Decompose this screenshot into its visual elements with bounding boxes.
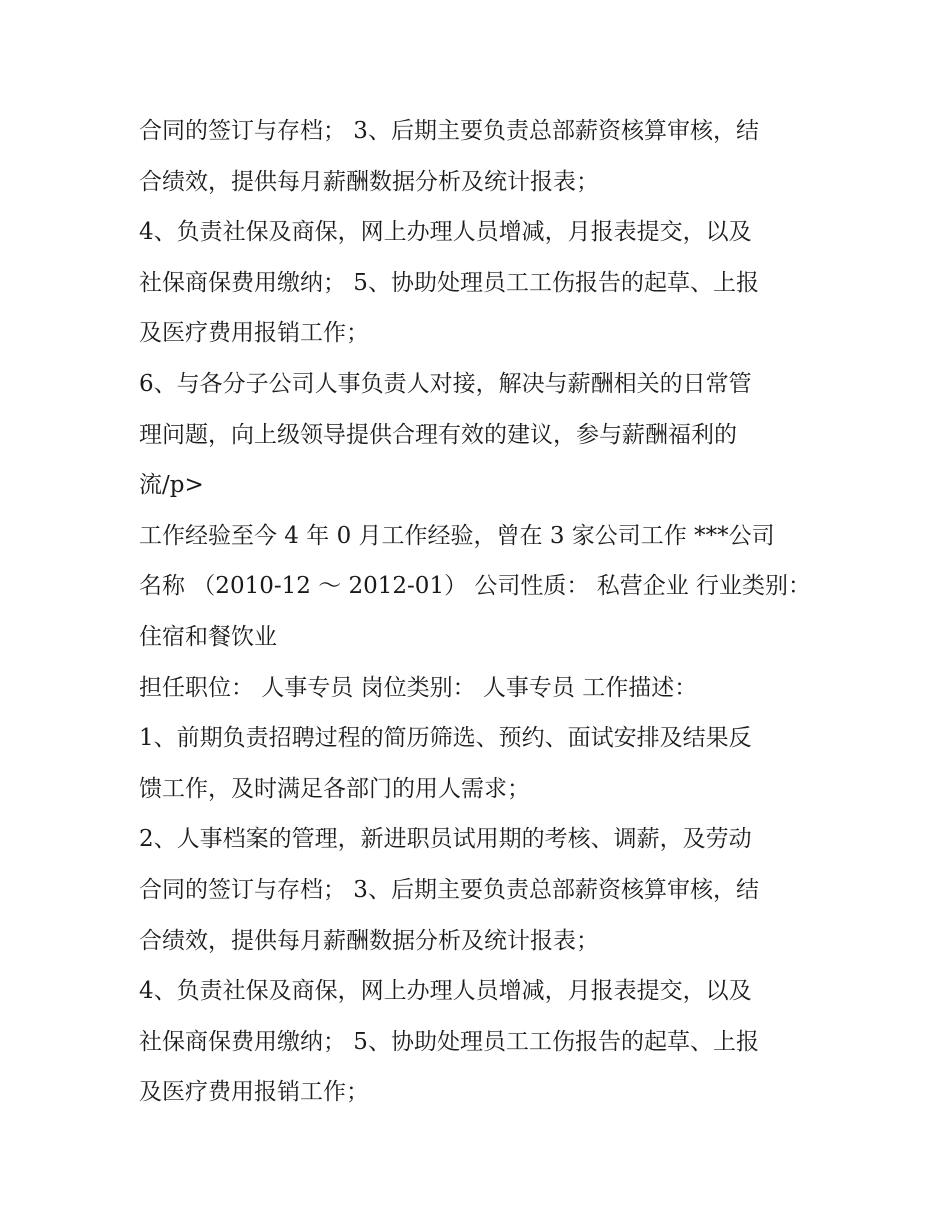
text-line: 馈工作，及时满足各部门的用人需求； [139,775,530,802]
text-line: 4、负责社保及商保，网上办理人员增减，月报表提交，以及 [139,978,752,1005]
text-line: 社保商保费用缴纳； 5、协助处理员工工伤报告的起草、上报 [139,269,759,296]
text-line: 4、负责社保及商保，网上办理人员增减，月报表提交，以及 [139,219,752,246]
text-line: 工作经验至今 4 年 0 月工作经验，曾在 3 家公司工作 ***公司 [139,522,775,549]
text-line: 合同的签订与存档； 3、后期主要负责总部薪资核算审核，结 [139,876,759,903]
text-line: 名称 （2010-12 ～ 2012-01） 公司性质： 私营企业 行业类别： [139,573,812,600]
text-line: 2、人事档案的管理，新进职员试用期的考核、调薪，及劳动 [139,826,752,853]
text-line: 合绩效，提供每月薪酬数据分析及统计报表； [139,927,599,954]
text-line: 住宿和餐饮业 [139,623,277,650]
text-line: 6、与各分子公司人事负责人对接，解决与薪酬相关的日常管 [139,370,752,397]
text-line: 合绩效，提供每月薪酬数据分析及统计报表； [139,168,599,195]
text-line: 及医疗费用报销工作； [139,1079,369,1106]
text-line: 合同的签订与存档； 3、后期主要负责总部薪资核算审核，结 [139,118,759,144]
text-line: 流/p> [139,472,204,499]
text-line: 及医疗费用报销工作； [139,320,369,347]
text-line: 1、前期负责招聘过程的简历筛选、预约、面试安排及结果反 [139,725,752,752]
text-line: 理问题，向上级领导提供合理有效的建议，参与薪酬福利的 [139,421,737,448]
text-line: 担任职位： 人事专员 岗位类别： 人事专员 工作描述： [139,674,698,701]
text-line: 社保商保费用缴纳； 5、协助处理员工工伤报告的起草、上报 [139,1028,759,1055]
document-body [139,106,819,1118]
